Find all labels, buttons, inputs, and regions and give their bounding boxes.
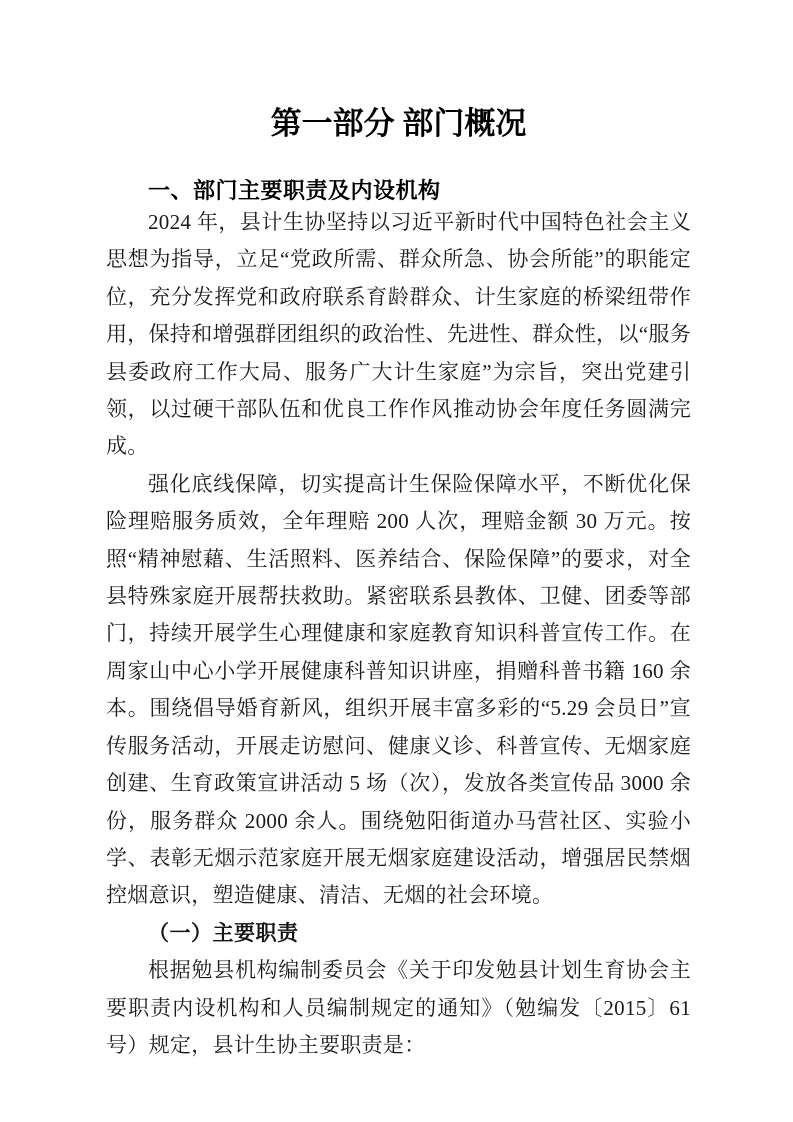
paragraph-duties-intro: 根据勉县机构编制委员会《关于印发勉县计划生育协会主要职责内设机构和人员编制规定的通知》（勉编发〔2015〕61 号）规定，县计生协主要职责是：	[106, 958, 691, 1057]
section-heading-duties-and-structure: 一、部门主要职责及内设机构	[148, 178, 441, 203]
paragraph-annual-overview: 2024 年，县计生协坚持以习近平新时代中国特色社会主义思想为指导，立足“党政所需、群众所急、协会所能”的职能定位，充分发挥党和政府联系育龄群众、计生家庭的桥梁纽带作用，保持和增强群团组织的政治性、先进性、群众性，以“服务县委政府工作大局、服务广大计生家庭”为宗旨，突出党建引领，以过硬干部队伍和优良工作作风推动协会年度任务圆满完成。	[106, 210, 691, 459]
paragraph-work-achievements: 强化底线保障，切实提高计生保险保障水平，不断优化保险理赔服务质效，全年理赔 200 人次，理赔金额 30 万元。按照“精神慰藉、生活照料、医养结合、保险保障”的要求，对全县特殊家庭开展帮扶救助。紧密联系县教体、卫健、团委等部门，持续开展学生心理健康和家庭教育知识科普宣传工作。在周家山中心小学开展健康科普知识讲座，捐赠科普书籍 160 余本。围绕倡导婚育新风，组织开展丰富多彩的“5.29 会员日”宣传服务活动，开展走访慰问、健康义诊、科普宣传、无烟家庭创建、生育政策宣讲活动 5 场（次），发放各类宣传品 3000 余份，服务群众 2000 余人。围绕勉阳街道办马营社区、实验小学、表彰无烟示范家庭开展无烟家庭建设活动，增强居民禁烟控烟意识，塑造健康、清洁、无烟的社会环境。	[106, 471, 691, 908]
document-title: 第一部分 部门概况	[270, 106, 527, 141]
subsection-heading-main-duties: （一）主要职责	[148, 920, 299, 945]
